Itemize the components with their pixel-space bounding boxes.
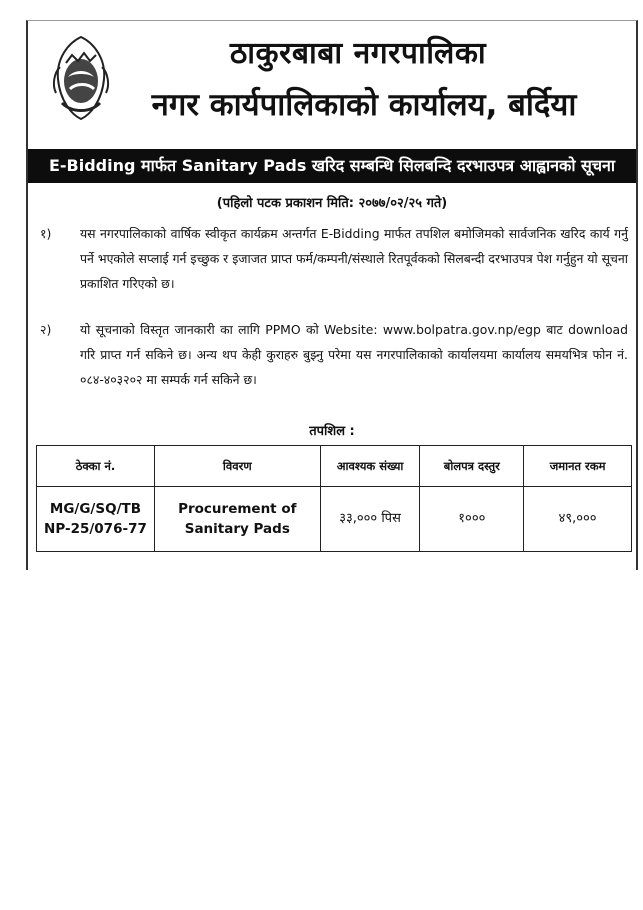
header-security-amount: जमानत रकम [524,446,632,487]
contract-no-line1: MG/G/SQ/TB [49,501,141,517]
paragraph-text: यो सूचनाको विस्तृत जानकारी का लागि PPMO को Website: www.bolpatra.gov.np/egp बाट download गरि प्राप्त गर्न सकिने छ। अन्य थप केही कुराहरु बुझ्नु परेमा यस नगरपालिकाको कार्यालयमा कार्यालय समयभित्र फोन नं. ०८४-४०३२०२ मा सम्पर्क गर्न सकिने छ। [80,322,628,387]
header-contract-no: ठेक्का नं. [37,446,155,487]
header-description: विवरण [154,446,320,487]
paragraph-1 [40,221,628,296]
table-header-row [37,446,632,487]
cell-contract-no [37,487,155,552]
publication-date: (पहिलो पटक प्रकाशन मिति: २०७७/०२/२५ गते) [216,196,448,211]
header-quantity: आवश्यक संख्या [320,446,420,487]
public-notice [26,20,638,570]
municipality-name: ठाकुरबाबा नगरपालिका [229,36,487,71]
paragraph-number: २) [40,322,52,337]
cell-bid-fee: १००० [420,487,524,552]
notice-title-banner: E-Bidding मार्फत Sanitary Pads खरिद सम्बन्धि सिलबन्दि दरभाउपत्र आह्वानको सूचना [28,149,636,183]
description-line1: Procurement of [178,501,297,517]
header-bid-fee: बोलपत्र दस्तुर [420,446,524,487]
paragraph-2 [40,317,628,392]
nepal-emblem-icon [48,33,114,123]
paragraph-number: १) [40,226,52,241]
cell-quantity: ३३,००० पिस [320,487,420,552]
table-row [37,487,632,552]
table-title: तपशिल : [309,424,355,439]
cell-description [154,487,320,552]
description-line2: Sanitary Pads [184,521,290,537]
contract-no-line2: NP-25/076-77 [44,521,147,537]
cell-security-amount: ४९,००० [524,487,632,552]
office-name: नगर कार्यपालिकाको कार्यालय, बर्दिया [151,87,577,123]
details-table [36,445,632,552]
paragraph-text: यस नगरपालिकाको वार्षिक स्वीकृत कार्यक्रम अन्तर्गत E-Bidding मार्फत तपशिल बमोजिमको सार्वजनिक खरिद कार्य गर्नु पर्ने भएकोले सप्लाई गर्न इच्छुक र इजाजत प्राप्त फर्म/कम्पनी/संस्थाले रितपूर्वकको सिलबन्दी दरभाउपत्र पेश गर्नुहुन यो सूचना प्रकाशित गरिएको छ। [80,226,628,291]
